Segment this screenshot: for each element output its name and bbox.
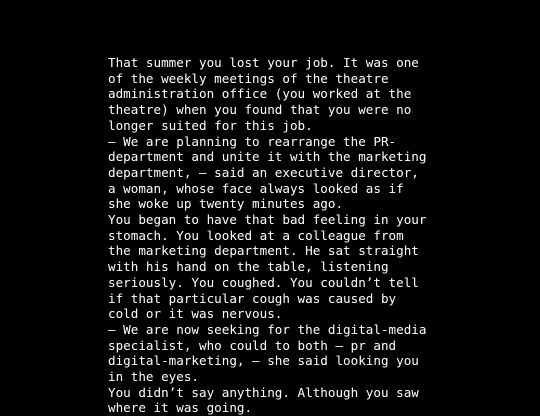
story-line: of the weekly meetings of the theatre [108,70,389,86]
story-line: she woke up twenty minutes ago. [108,196,344,212]
story-line: department and unite it with the marketing [108,149,427,165]
story-line: seriously. You coughed. You couldn’t tell [108,274,419,290]
story-line: – We are now seeking for the digital-media [108,321,427,337]
story-line: administration office (you worked at the [108,86,412,102]
story-line: longer suited for this job. [108,117,313,133]
story-line: cold or it was nervous. [108,306,283,322]
story-line: if that particular cough was caused by [108,290,397,306]
story-line: with his hand on the table, listening [108,259,389,275]
story-line: where it was going. [108,400,253,416]
story-line: specialist, who could to both – pr and [108,337,397,353]
story-line: theatre) when you found that you were no [108,102,412,118]
story-line: You began to have that bad feeling in your [108,212,427,228]
story-line: You didn’t say anything. Although you saw [108,384,419,400]
story-line: a woman, whose face always looked as if [108,180,404,196]
story-text[interactable] [108,55,533,416]
story-line: in the eyes. [108,369,199,385]
story-line: That summer you lost your job. It was one [108,55,419,70]
story-line: stomach. You looked at a colleague from [108,227,404,243]
story-line: the marketing department. He sat straight [108,243,419,259]
story-line: department, – said an executive director, [108,164,419,180]
story-line: digital-marketing, – she said looking you [108,353,419,369]
story-line: – We are planning to rearrange the PR- [108,133,397,149]
